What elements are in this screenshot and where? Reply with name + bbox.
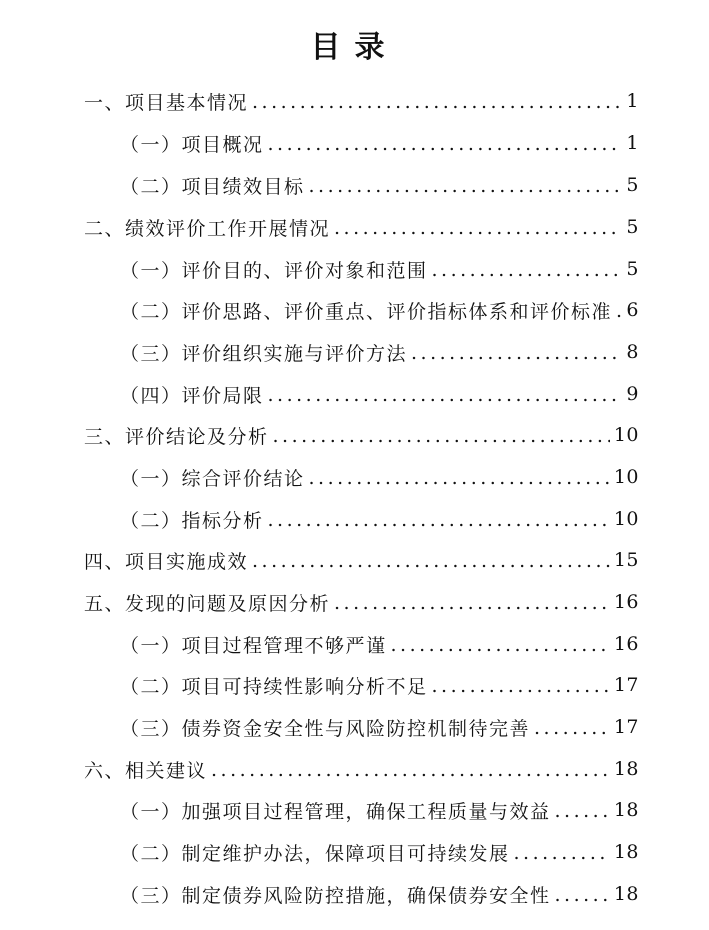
toc-dot-leader — [309, 175, 623, 197]
toc-dot-leader — [616, 300, 622, 322]
toc-entry[interactable] — [84, 420, 639, 450]
toc-entry-label: （一）项目过程管理不够严谨 — [120, 634, 387, 657]
toc-dot-leader — [555, 800, 610, 822]
toc-dot-leader — [252, 91, 622, 113]
toc-entry[interactable] — [120, 629, 639, 659]
toc-entry-page: 16 — [613, 591, 639, 613]
toc-entry[interactable] — [120, 295, 639, 325]
toc-entry[interactable] — [120, 795, 639, 825]
toc-entry-label: （二）项目绩效目标 — [120, 175, 305, 198]
toc-entry[interactable] — [120, 462, 639, 492]
toc-entry-label: （二）评价思路、评价重点、评价指标体系和评价标准 — [120, 300, 613, 323]
toc-entry[interactable] — [84, 754, 639, 784]
toc-entry-page: 15 — [613, 549, 639, 571]
toc-entry[interactable] — [120, 128, 639, 158]
toc-entry-label: （三）债券资金安全性与风险防控机制待完善 — [120, 717, 531, 740]
toc-dot-leader — [252, 550, 610, 572]
toc-dot-leader — [268, 133, 623, 155]
toc-entry-label: （三）评价组织实施与评价方法 — [120, 342, 408, 365]
toc-dot-leader — [268, 509, 610, 531]
toc-entry-label: 四、项目实施成效 — [84, 550, 249, 573]
toc-entry-label: （二）项目可持续性影响分析不足 — [120, 675, 428, 698]
toc-entry-page: 8 — [626, 341, 639, 363]
toc-entry-page: 9 — [626, 383, 639, 405]
toc-dot-leader — [309, 467, 610, 489]
toc-entry-page: 1 — [626, 132, 639, 154]
toc-entry-label: （一）评价目的、评价对象和范围 — [120, 259, 428, 282]
toc-dot-leader — [268, 384, 623, 406]
toc-entry[interactable] — [120, 337, 639, 367]
toc-dot-leader — [432, 675, 610, 697]
toc-entry-page: 10 — [613, 466, 639, 488]
toc-entry-label: （二）制定维护办法，保障项目可持续发展 — [120, 842, 510, 865]
toc-title: 目录 — [310, 30, 399, 65]
toc-entry-page: 1 — [626, 90, 639, 112]
toc-entry-page: 5 — [626, 216, 639, 238]
toc-entry-page: 18 — [613, 883, 639, 905]
toc-entry-page: 10 — [613, 508, 639, 530]
toc-entry-page: 16 — [613, 633, 639, 655]
toc-entry[interactable] — [84, 587, 639, 617]
toc-entry-page: 6 — [626, 299, 639, 321]
toc-entry[interactable] — [120, 379, 639, 409]
toc-dot-leader — [534, 717, 610, 739]
toc-dot-leader — [514, 842, 610, 864]
toc-entry-label: 五、发现的问题及原因分析 — [84, 592, 331, 615]
toc-dot-leader — [211, 759, 610, 781]
toc-entry-label: （一）项目概况 — [120, 133, 264, 156]
toc-entry-label: （一）加强项目过程管理，确保工程质量与效益 — [120, 800, 551, 823]
toc-entry[interactable] — [84, 545, 639, 575]
toc-entry-label: （一）综合评价结论 — [120, 467, 305, 490]
toc-dot-leader — [391, 634, 610, 656]
toc-dot-leader — [334, 217, 622, 239]
toc-dot-leader — [432, 259, 623, 281]
toc-dot-leader — [273, 425, 610, 447]
toc-entry-label: （四）评价局限 — [120, 384, 264, 407]
toc-entry[interactable] — [120, 837, 639, 867]
toc-dot-leader — [555, 884, 610, 906]
toc-entry[interactable] — [120, 254, 639, 284]
toc-entry-label: 三、评价结论及分析 — [84, 425, 269, 448]
toc-entry[interactable] — [120, 879, 639, 909]
toc-entry-page: 5 — [626, 258, 639, 280]
toc-entry-label: （二）指标分析 — [120, 509, 264, 532]
toc-entry[interactable] — [120, 170, 639, 200]
toc-entry-page: 17 — [613, 716, 639, 738]
toc-entry-page: 18 — [613, 799, 639, 821]
toc-entry-page: 5 — [626, 174, 639, 196]
toc-dot-leader — [411, 342, 622, 364]
toc-entry[interactable] — [84, 212, 639, 242]
toc-entry[interactable] — [120, 712, 639, 742]
toc-entry[interactable] — [84, 86, 639, 116]
toc-dot-leader — [334, 592, 610, 614]
toc-entry-label: （三）制定债券风险防控措施，确保债券安全性 — [120, 884, 551, 907]
toc-entry-label: 一、项目基本情况 — [84, 91, 249, 114]
toc-entry-page: 18 — [613, 758, 639, 780]
toc-entry-page: 10 — [613, 424, 639, 446]
toc-entry[interactable] — [120, 670, 639, 700]
toc-entry[interactable] — [120, 504, 639, 534]
toc-entry-page: 17 — [613, 674, 639, 696]
toc-entry-page: 18 — [613, 841, 639, 863]
toc-entry-label: 六、相关建议 — [84, 759, 208, 782]
toc-entry-label: 二、绩效评价工作开展情况 — [84, 217, 331, 240]
